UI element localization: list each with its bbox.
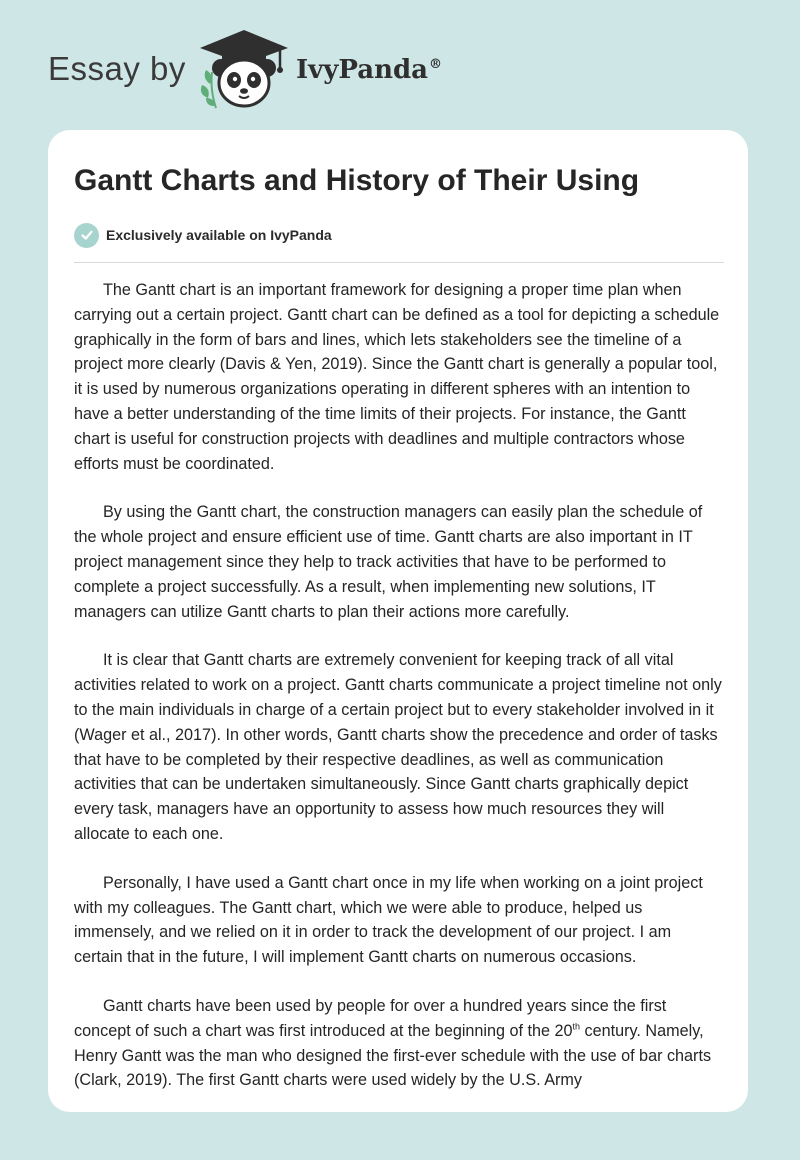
page-title: Gantt Charts and History of Their Using — [74, 164, 640, 197]
checkmark-icon — [74, 223, 99, 248]
panda-logo-icon[interactable] — [196, 28, 292, 110]
paragraph: It is clear that Gantt charts are extremely convenient for keeping track of all vital activities related to work on a project. Gantt charts communicate a project timeline not only to the main individuals in charge of a certain project but to every stakeholder involved in it (Wager et al., 2017). In other words, Gantt charts show the precedence and order of tasks that have to be completed by their respective deadlines, as well as communication activities that can be undertaken simultaneously. Since Gantt charts graphically depict every task, managers have an opportunity to assess how much resources they will allocate to each one. — [74, 651, 722, 843]
paragraph — [74, 994, 724, 1093]
brand-name[interactable] — [296, 55, 442, 85]
essay-card — [48, 130, 748, 1112]
exclusive-badge — [74, 222, 332, 248]
paragraph: By using the Gantt chart, the construction managers can easily plan the schedule of the whole project and ensure efficient use of time. Gantt charts are also important in IT project management since they help to track activities that have to be performed to complete a project successfully. As a result, when implementing new solutions, IT managers can utilize Gantt charts to plan their actions more carefully. — [74, 503, 703, 621]
exclusive-badge-label: Exclusively available on IvyPanda — [106, 227, 332, 243]
essay-body — [74, 278, 724, 1112]
brand-name-text: IvyPanda — [296, 55, 429, 85]
site-header — [0, 0, 800, 130]
paragraph: The Gantt chart is an important framework for designing a proper time plan when carrying out a certain project. Gantt chart can be defined as a tool for depicting a schedule graphically in the form of bars and lines, which lets stakeholders see the timeline of a project more clearly (Davis & Yen, 2019). Since the Gantt chart is generally a popular tool, it is used by numerous organizations operating in different spheres with an intention to have a better understanding of the time limits of their projects. For instance, the Gantt chart is useful for construction projects with deadlines and multiple contractors whose efforts must be coordinated. — [74, 281, 720, 473]
divider — [74, 262, 724, 263]
superscript: th — [572, 1021, 581, 1032]
paragraph: Personally, I have used a Gantt chart once in my life when working on a joint project with my colleagues. The Gantt chart, which we were able to produce, helped us immensely, and we relied on it in order to track the development of our project. I am certain that in the future, I will implement Gantt charts on numerous occasions. — [74, 873, 703, 967]
paragraph-text: Gantt charts have been used by people for over a hundred years since the first concept of such a chart was first introduced at the beginning of the 20 — [74, 996, 667, 1040]
registered-mark: ® — [429, 57, 443, 73]
brand-prefix: Essay by — [48, 50, 186, 87]
paragraph-text: century. Namely, Henry Gantt was the man who designed the first-ever schedule with the use of bar charts (Clark, 2019). The first Gantt charts were used widely by the U.S. Army — [74, 1021, 712, 1090]
